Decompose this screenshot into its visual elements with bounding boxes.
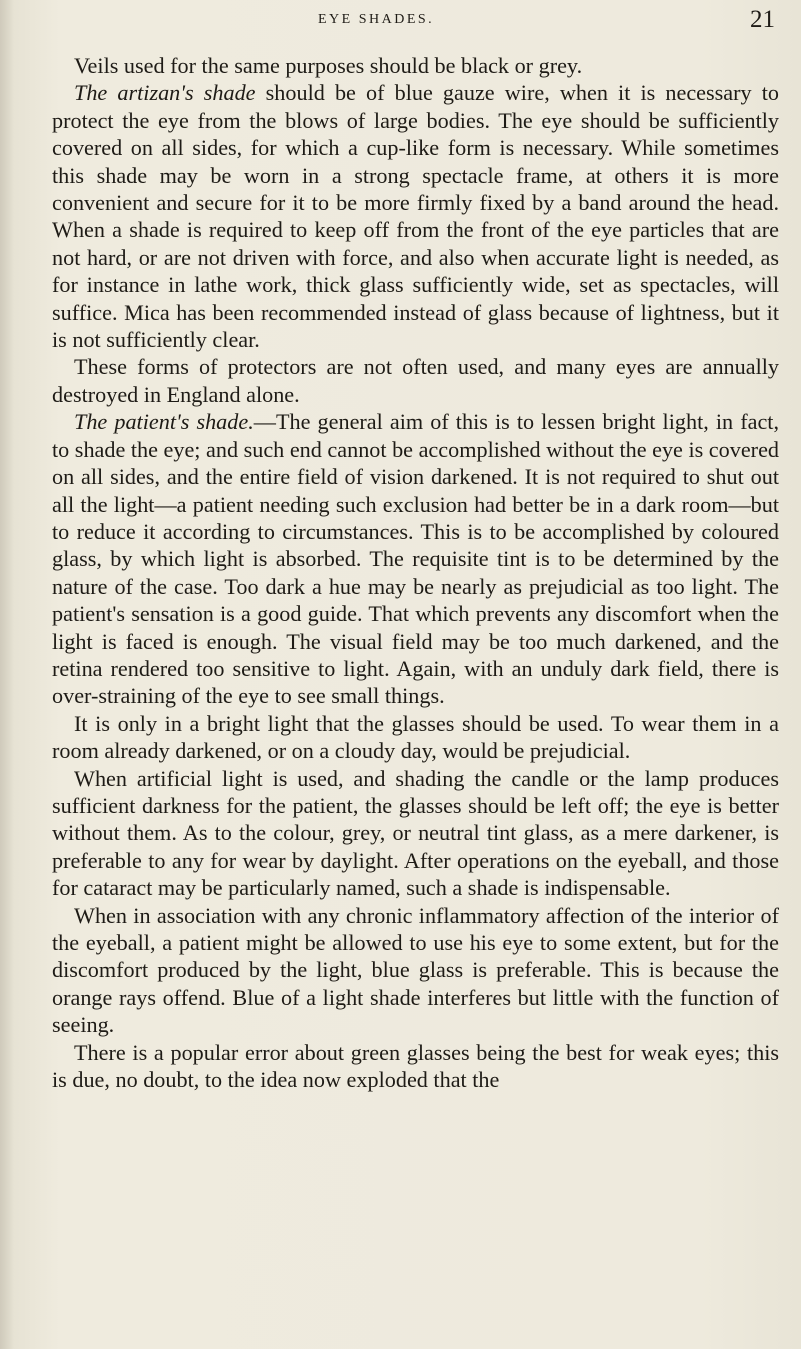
paragraph-text: When in association with any chronic inflammatory affection of the interior of the eyeball, a patient might be allowed to use his eye to some extent, but for the discomfort produced by the light, blue glass is preferable. This is because the orange rays offend. Blue of a light shade interferes but little with the function of seeing. [52, 902, 779, 1038]
paragraph [52, 52, 779, 79]
running-header [0, 6, 801, 36]
paragraph [52, 710, 779, 765]
paragraph-text: —The general aim of this is to lessen bright light, in fact, to shade the eye; and such end cannot be accomplished without the eye is covered on all sides, and the entire field of vision darkened. It is not required to shut out all the light—a patient needing such exclusion had better be in a dark room—but to reduce it according to circumstances. This is to be accomplished by coloured glass, by which light is absorbed. The requisite tint is to be determined by the nature of the case. Too dark a hue may be nearly as prejudicial as too light. The patient's sensation is a good guide. That which prevents any discomfort when the light is faced is enough. The visual field may be too much darkened, and the retina rendered too sensitive to light. Again, with an unduly dark field, there is over-straining of the eye to see small things. [52, 409, 780, 709]
paragraph [52, 1039, 779, 1094]
paragraph [52, 408, 779, 709]
body-text [52, 52, 779, 1093]
paragraph [52, 902, 779, 1039]
paragraph-text: When artificial light is used, and shading the candle or the lamp produces sufficient darkness for the patient, the glasses should be left off; the eye is better without them. As to the colour, grey, or neutral tint glass, as a mere darkener, is preferable to any for wear by daylight. After operations on the eyeball, and those for cataract may be particularly named, such a shade is indispensable. [52, 765, 779, 901]
paragraph [52, 765, 779, 902]
paragraph-text: should be of blue gauze wire, when it is necessary to protect the eye from the blows of large bodies. The eye should be sufficiently covered on all sides, for which a cup-like form is necessary. While sometimes this shade may be worn in a strong spectacle frame, at others it is more convenient and secure for it to be more firmly fixed by a band around the head. When a shade is required to keep off from the front of the eye particles that are not hard, or are not driven with force, and also when accurate light is needed, as for instance in lathe work, thick glass sufficiently wide, set as spectacles, will suffice. Mica has been recommended instead of glass because of lightness, but it is not sufficiently clear. [52, 80, 779, 353]
gutter-shadow [0, 0, 14, 1349]
running-title: EYE SHADES. [318, 12, 435, 27]
paragraph-text: These forms of protectors are not often used, and many eyes are annually destroyed in England alone. [52, 354, 779, 407]
paragraph-text: Veils used for the same purposes should be black or grey. [74, 53, 583, 78]
paragraph-lead: The artizan's shade [74, 80, 256, 106]
paragraph-text: There is a popular error about green glasses being the best for weak eyes; this is due, no doubt, to the idea now exploded that the [52, 1039, 779, 1093]
paragraph-lead: The patient's shade. [74, 409, 254, 435]
paragraph [52, 353, 779, 408]
paragraph-text: It is only in a bright light that the glasses should be used. To wear them in a room already darkened, or on a cloudy day, would be prejudicial. [52, 710, 779, 764]
page-number: 21 [750, 6, 775, 33]
paragraph [52, 79, 779, 353]
